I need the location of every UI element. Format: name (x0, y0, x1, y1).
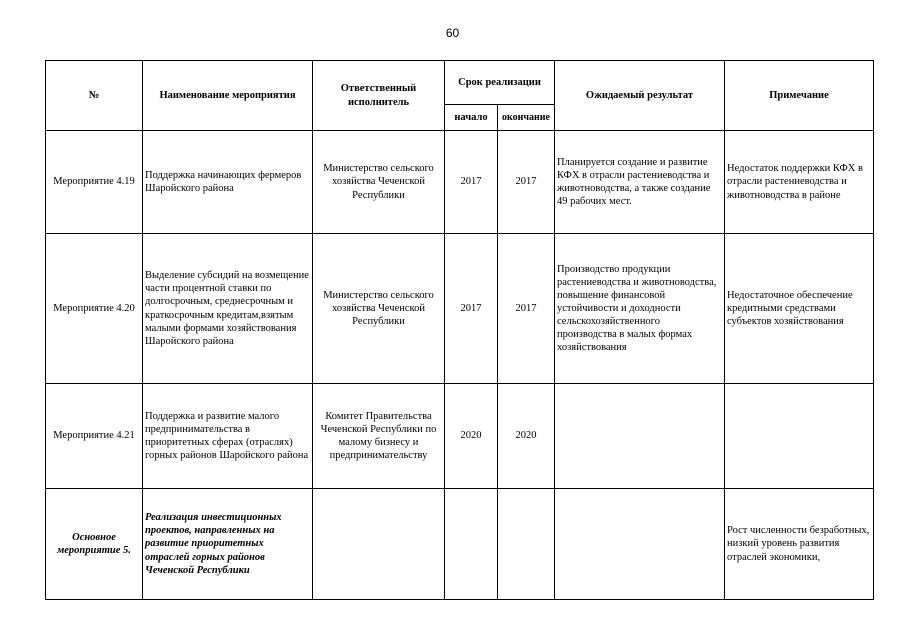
activities-table (45, 60, 874, 600)
table-row (46, 234, 874, 384)
row-end: 2017 (498, 234, 555, 384)
page-number: 60 (445, 26, 460, 40)
row-executor: Министерство сельского хозяйства Чеченской Республики (313, 131, 445, 234)
row-end (498, 489, 555, 600)
row-executor (313, 489, 445, 600)
table-row (46, 489, 874, 600)
row-num: Мероприятие 4.19 (46, 131, 143, 234)
row-result (555, 489, 725, 600)
row-num: Основное мероприятие 5. (46, 489, 143, 600)
header-note: Примечание (725, 61, 874, 131)
row-end: 2020 (498, 384, 555, 489)
header-row (46, 61, 874, 105)
row-start: 2020 (445, 384, 498, 489)
row-start: 2017 (445, 234, 498, 384)
row-note: Недостаточное обеспечение кредитными средствами субъектов хозяйствования (725, 234, 874, 384)
row-executor: Министерство сельского хозяйства Чеченской Республики (313, 234, 445, 384)
row-num: Мероприятие 4.21 (46, 384, 143, 489)
header-end: окончание (498, 105, 555, 131)
table-row (46, 131, 874, 234)
row-end: 2017 (498, 131, 555, 234)
row-result (555, 384, 725, 489)
row-name: Выделение субсидий на возмещение части процентной ставки по долгосрочным, среднесрочным и краткосрочным кредитам,взятым малыми формами хозяйствования Шаройского района (143, 234, 313, 384)
table-row (46, 384, 874, 489)
row-name: Поддержка и развитие малого предпринимательства в приоритетных сферах (отраслях) горных районов Шаройского района (143, 384, 313, 489)
header-result: Ожидаемый результат (555, 61, 725, 131)
row-result: Планируется создание и развитие КФХ в отрасли растениеводства и животноводства, а также создание 49 рабочих мест. (555, 131, 725, 234)
header-executor: Ответственный исполнитель (313, 61, 445, 131)
row-start (445, 489, 498, 600)
row-note: Рост численности безработных, низкий уровень развития отраслей экономики, (725, 489, 874, 600)
row-name: Реализация инвестиционных проектов, направленных на развитие приоритетных отраслей горных районов Чеченской Республики (143, 489, 313, 600)
header-start: начало (445, 105, 498, 131)
header-num: № (46, 61, 143, 131)
row-note: Недостаток поддержки КФХ в отрасли растениеводства и животноводства в районе (725, 131, 874, 234)
row-note (725, 384, 874, 489)
row-executor: Комитет Правительства Чеченской Республики по малому бизнесу и предпринимательству (313, 384, 445, 489)
header-name: Наименование мероприятия (143, 61, 313, 131)
row-start: 2017 (445, 131, 498, 234)
row-num: Мероприятие 4.20 (46, 234, 143, 384)
row-name: Поддержка начинающих фермеров Шаройского района (143, 131, 313, 234)
header-term: Срок реализации (445, 61, 555, 105)
row-result: Производство продукции растениеводства и животноводства, повышение финансовой устойчивости и доходности сельскохозяйственного производства в малых формах хозяйствования (555, 234, 725, 384)
